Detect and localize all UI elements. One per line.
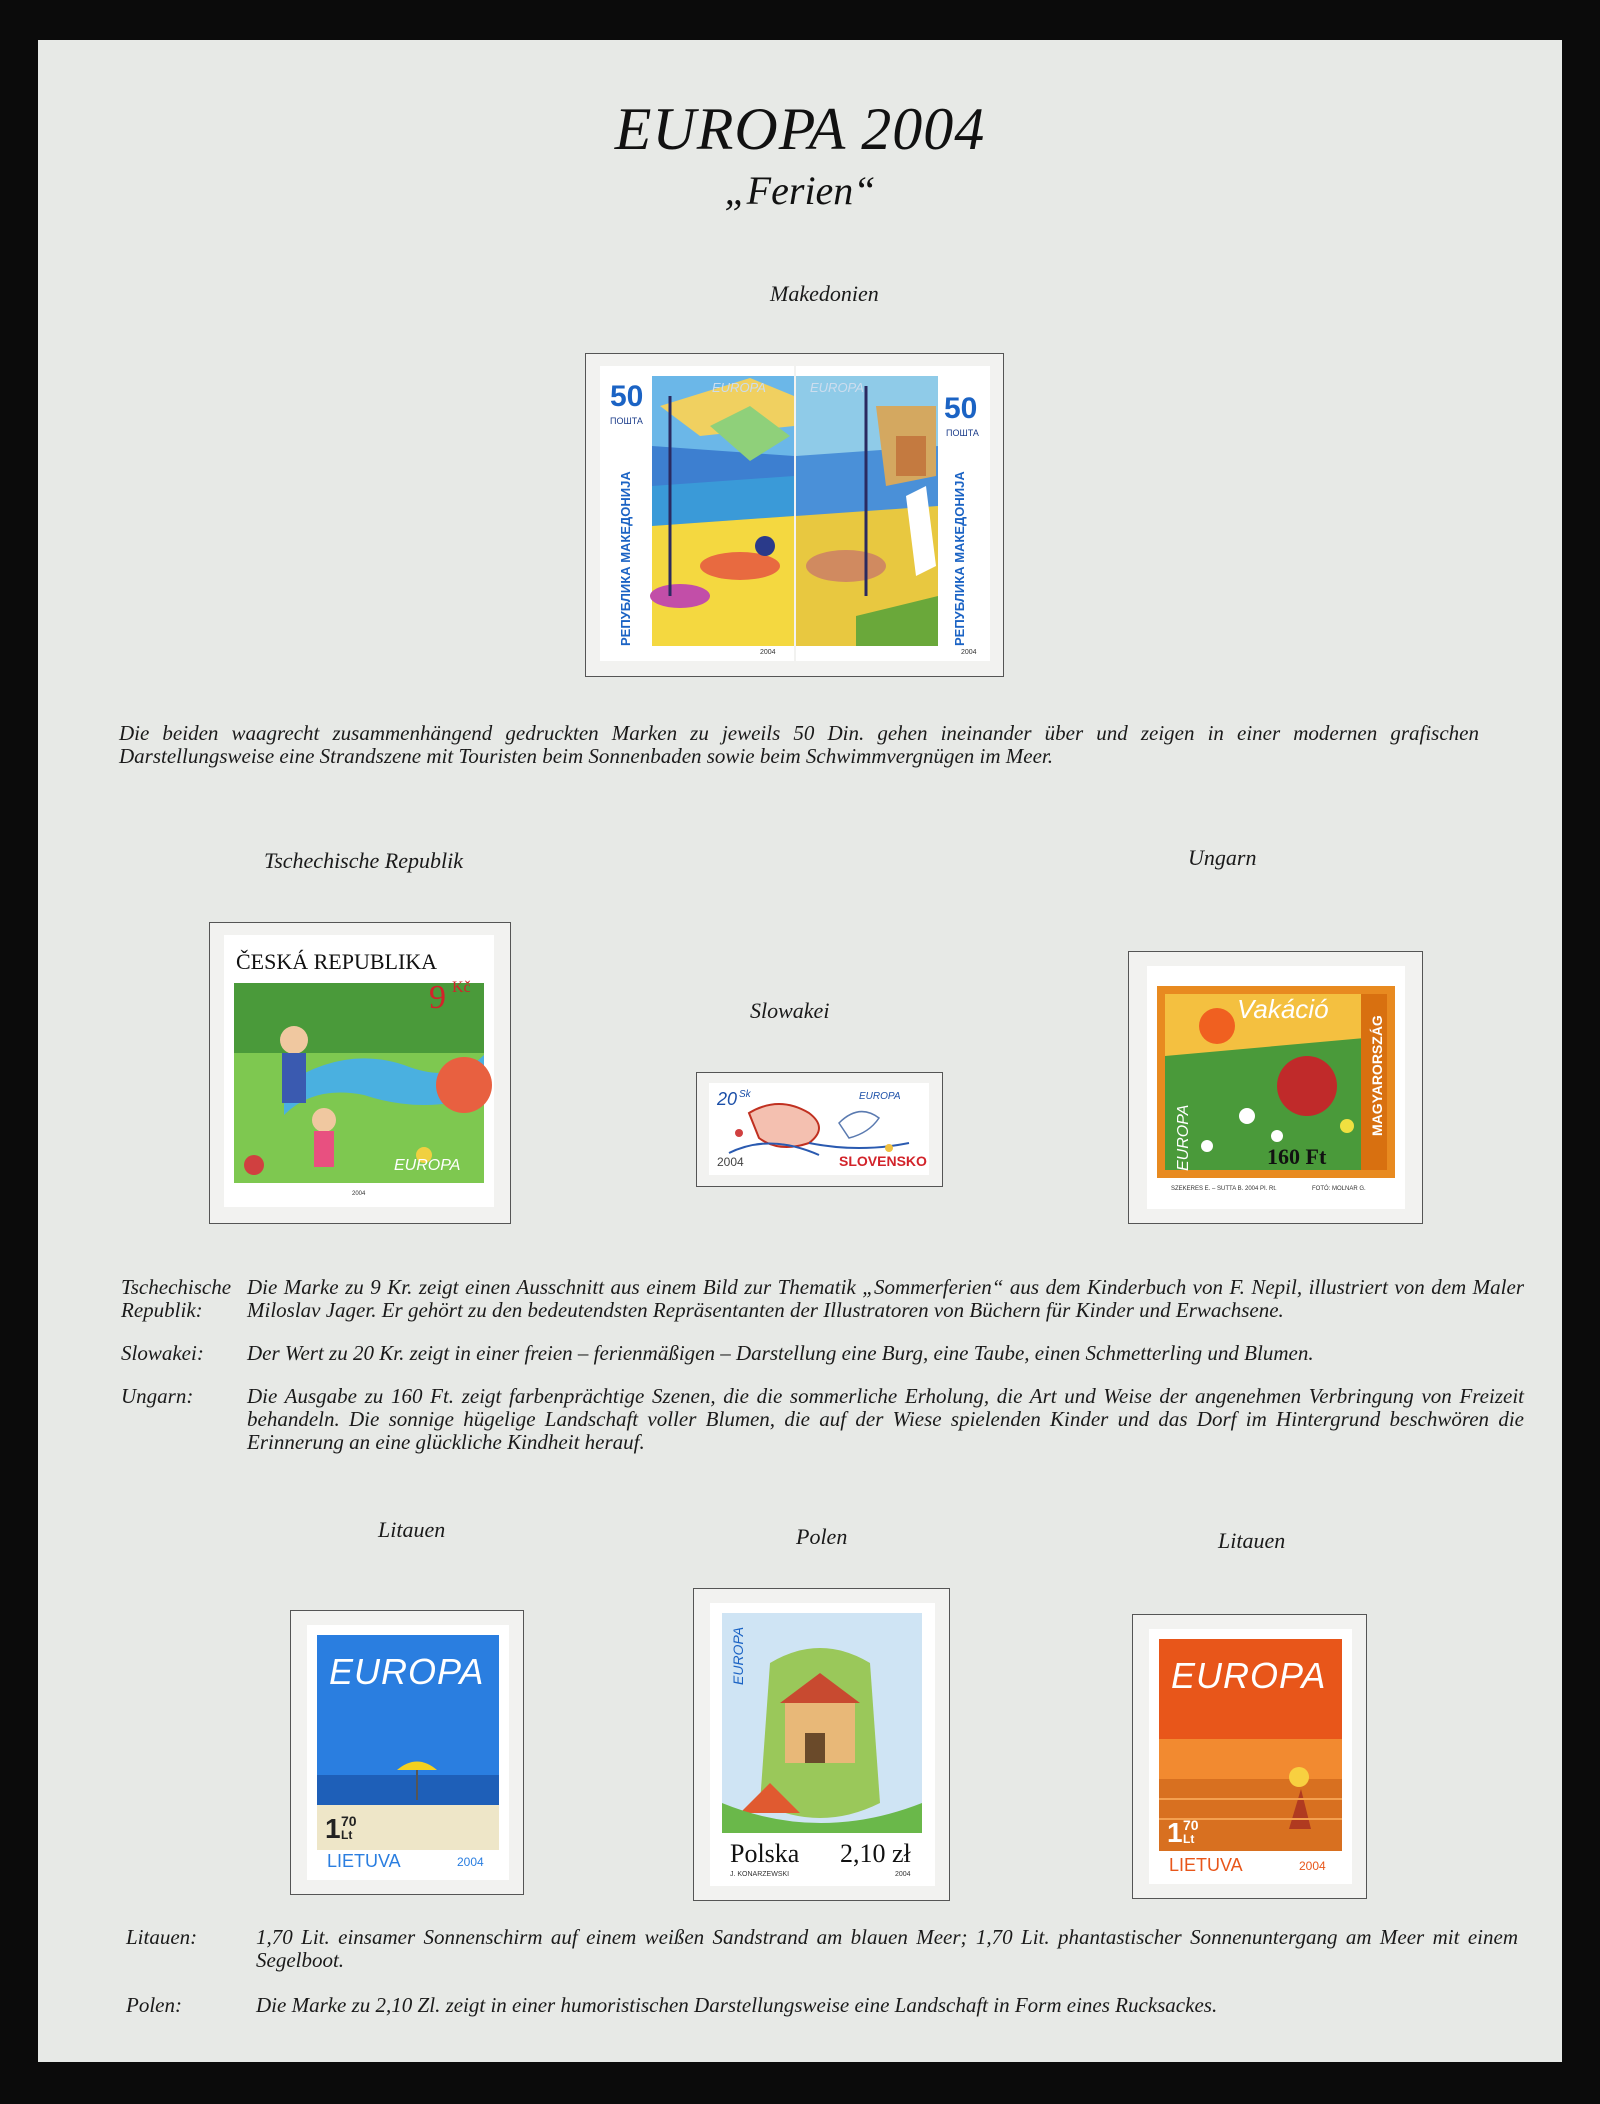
stamp-litauen-1 [307,1625,509,1880]
note-text: Die Ausgabe zu 160 Ft. zeigt farbenprächtige Szenen, die die sommerliche Erholung, die Art und Weise der angenehmen Verbringung von Freizeit behandeln. Die sonnige hügelige Landschaft voller Blumen, die auf der Wiese spielenden Kinder und das Dorf im Hintergrund beschwören die Erinnerung an eine glückliche Kindheit herauf. [247,1384,1524,1454]
caption-hungary: Ungarn [1188,845,1257,870]
stamp-mount-litauen-1 [290,1610,524,1895]
stamp-value-sup: 70 [1183,1817,1199,1833]
stamp-posta: ПОШТА [946,428,979,438]
note-text: Die Marke zu 9 Kr. zeigt einen Ausschnitt aus einem Bild zur Thematik „Sommerferien“ aus dem Kinderbuch von F. Nepil, illustriert von dem Maler Miloslav Jager. Er gehört zu den bedeutendsten Repräsentanten der Illustratoren von Büchern für Kinder und Erwachsene. [247,1275,1524,1322]
note-label: Tschechische Republik: [121,1275,232,1322]
stamp-designer: J. KONARZEWSKI [730,1871,790,1878]
stamp-year: 2004 [1299,1859,1326,1873]
page-title: EUROPA 2004 [614,96,986,162]
stamp-country: РЕПУБЛИКА МАКЕДОНИЈА [618,471,633,646]
stamp-country: Polska [730,1839,800,1868]
stamp-imprint-left: SZEKERES E. – SUTTA B. [1171,1186,1244,1192]
stamp-mount-polen [693,1588,950,1901]
caption-czech: Tschechische Republik [264,848,463,873]
stamp-europa: EUROPA [1171,1655,1327,1696]
stamp-makedonien-left [600,366,794,661]
stamp-currency: Sk [739,1089,751,1100]
note-text: Der Wert zu 20 Kr. zeigt in einer freien – ferienmäßigen – Darstellung eine Burg, eine Taube, einen Schmetterling und Blumen. [247,1341,1314,1365]
stamp-polen [710,1603,935,1886]
stamp-mount-makedonien [585,353,1004,677]
stamp-year: 2004 [457,1855,484,1869]
stamp-europa: EUROPA [730,1626,746,1685]
stamp-imprint-right: FOTÓ: MOLNAR G. [1312,1186,1366,1192]
stamp-slovakia [709,1083,929,1175]
stamp-year: 2004 [895,1871,911,1878]
note-label: Slowakei: [121,1341,204,1365]
stamp-makedonien-right [796,366,990,661]
note-label: Polen: [126,1993,182,2017]
stamp-value: 2,10 zł [840,1839,911,1868]
caption-makedonien: Makedonien [770,281,879,306]
note-text: Die Marke zu 2,10 Zl. zeigt in einer humoristischen Darstellungsweise eine Landschaft in Form eines Rucksackes. [256,1993,1218,2017]
stamp-mount-litauen-2 [1132,1614,1367,1899]
note-label: Litauen: [126,1925,198,1949]
note-label: Ungarn: [121,1384,194,1408]
stamp-value: 20 [717,1089,738,1109]
caption-polen: Polen [796,1524,848,1549]
stamp-country: SLOVENSKO [839,1153,927,1169]
stamp-hungary [1147,966,1405,1209]
stamp-value-unit: Lt [1183,1832,1195,1846]
notes-row3 [126,1926,1556,2017]
stamp-europa: EUROPA [394,1157,461,1174]
stamp-value: 1 [325,1813,341,1844]
caption-slovakia: Slowakei [750,998,830,1023]
stamp-value: 160 Ft [1267,1144,1327,1169]
stamp-posta: ПОШТА [610,416,643,426]
stamp-europa: EUROPA [859,1091,901,1102]
stamp-country: ČESKÁ REPUBLIKA [236,949,438,974]
caption-litauen-2: Litauen [1218,1528,1286,1553]
stamp-country: LIETUVA [327,1851,401,1871]
stamp-value: 50 [944,392,978,425]
caption-litauen-1: Litauen [378,1517,446,1542]
stamp-currency: Kč [452,979,471,996]
stamp-value: 50 [610,380,644,413]
stamp-litauen-2 [1149,1629,1352,1884]
notes-row2 [121,1276,1561,1454]
stamp-europa: EUROPA [1175,1104,1192,1171]
stamp-country: LIETUVA [1169,1855,1243,1875]
stamp-value-sup: 70 [341,1813,357,1829]
stamp-mount-hungary [1128,951,1423,1224]
stamp-value: 1 [1167,1817,1183,1848]
stamp-year: 2004 [760,649,776,656]
stamp-year: 2004 [352,1191,366,1197]
stamp-year: 2004 [717,1155,744,1169]
stamp-europa: EUROPA [329,1651,485,1692]
note-polen [126,1994,1556,2017]
stamp-title: Vakáció [1237,994,1329,1024]
stamp-value: 9 [429,979,446,1016]
description-makedonien: Die beiden waagrecht zusammenhängend gedruckten Marken zu jeweils 50 Din. gehen ineinander über und zeigen in einer modernen grafischen Darstellungsweise eine Strandszene mit Touristen beim Sonnenbaden sowie beim Schwimmvergnügen im Meer. [119,721,1479,768]
stamp-mount-slovakia [696,1072,943,1187]
stamp-value-unit: Lt [341,1828,353,1842]
stamp-country: РЕПУБЛИКА МАКЕДОНИЈА [952,471,967,646]
note-litauen [126,1926,1556,1972]
stamp-czech [224,935,494,1207]
note-text: 1,70 Lit. einsamer Sonnenschirm auf einem weißen Sandstrand am blauen Meer; 1,70 Lit. phantastischer Sonnenuntergang am Meer mit einem Segelboot. [256,1925,1518,1972]
note-slovakia [121,1342,1561,1365]
stamp-imprint-mid: 2004 PI. Rt. [1245,1186,1277,1192]
stamp-europa: EUROPA [712,380,766,395]
stamp-country: MAGYARORSZÁG [1369,1015,1385,1136]
note-czech [121,1276,1561,1322]
stamp-mount-czech [209,922,511,1224]
stamp-europa: EUROPA [810,380,864,395]
page-subtitle: „Ferien“ [724,168,876,213]
album-page [38,40,1562,2062]
stamp-year: 2004 [961,649,977,656]
note-hungary [121,1385,1561,1454]
